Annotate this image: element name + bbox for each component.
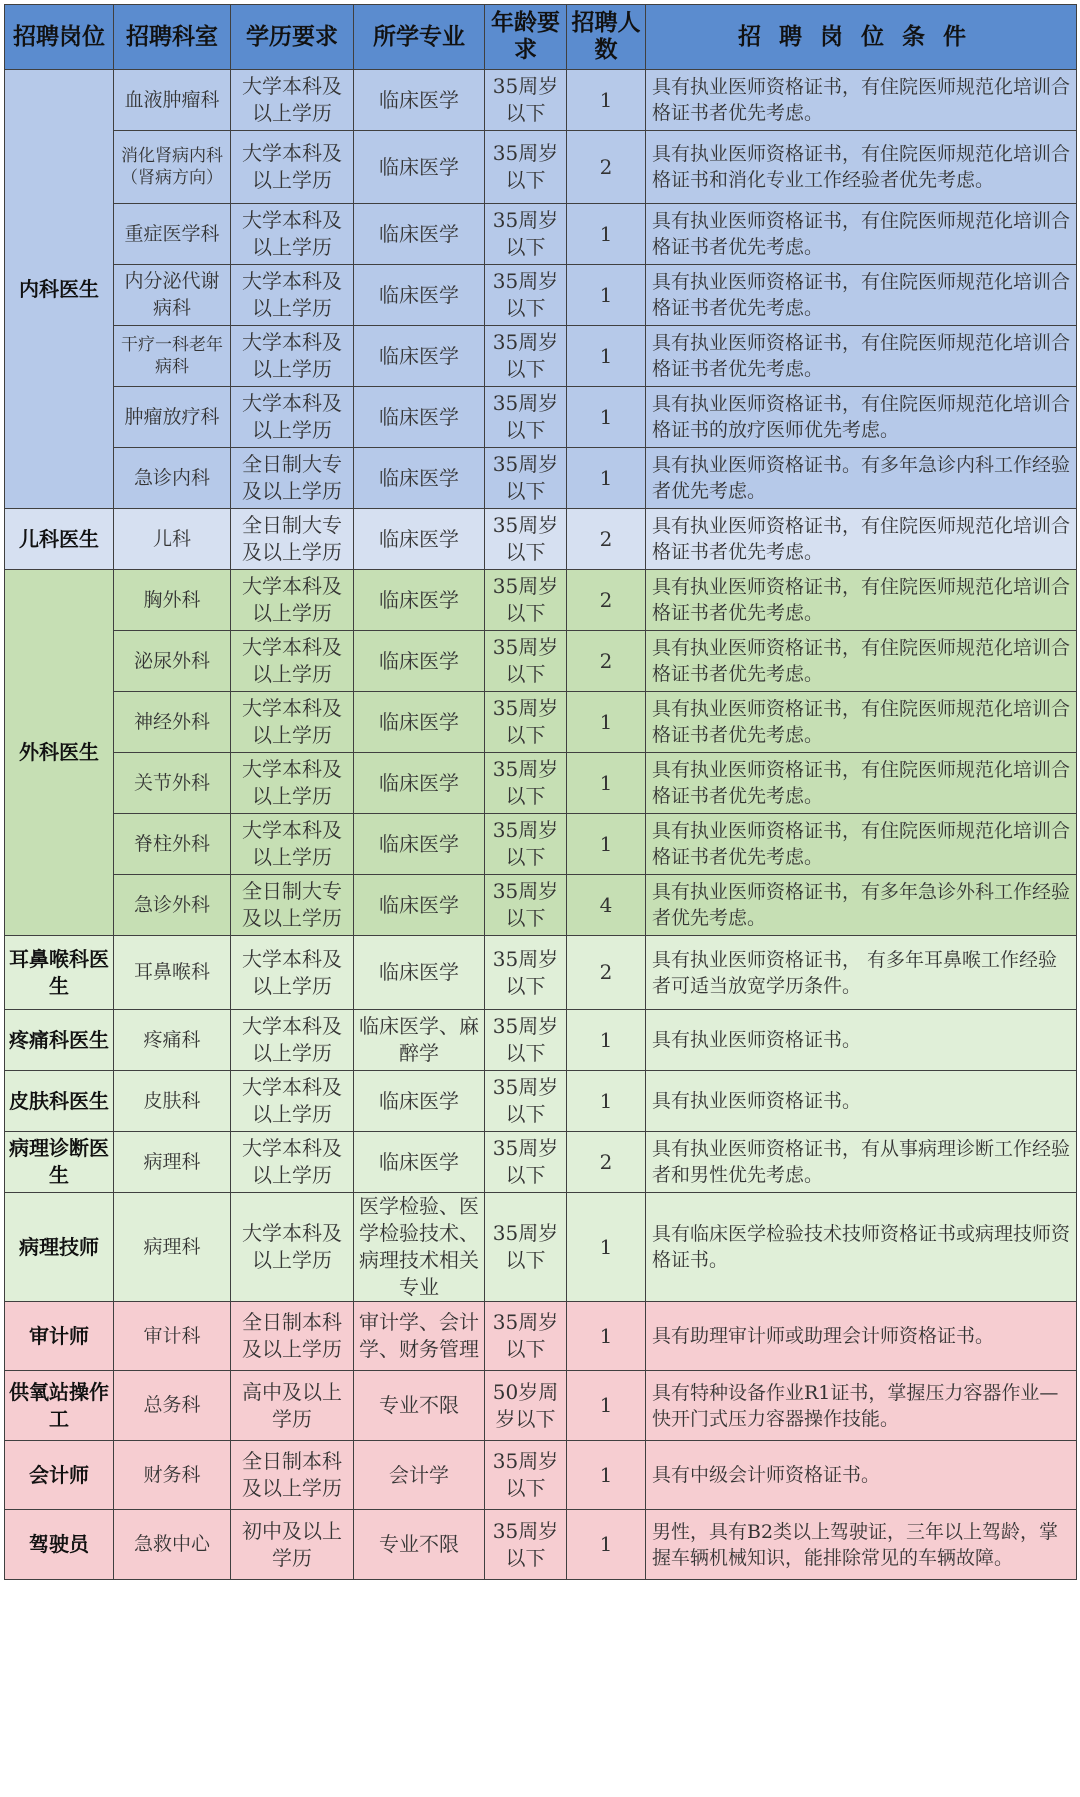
post-cell: 驾驶员 <box>5 1510 114 1580</box>
table-row <box>5 1371 1077 1441</box>
dept-cell: 皮肤科 <box>114 1071 231 1132</box>
age-cell: 35周岁以下 <box>485 509 567 570</box>
dept-cell: 神经外科 <box>114 692 231 753</box>
condition-cell: 具有执业医师资格证书，有多年急诊外科工作经验者优先考虑。 <box>646 875 1077 936</box>
edu-cell: 大学本科及以上学历 <box>231 936 354 1010</box>
count-cell: 1 <box>567 70 646 131</box>
edu-cell: 初中及以上学历 <box>231 1510 354 1580</box>
age-cell: 35周岁以下 <box>485 131 567 204</box>
condition-cell: 具有执业医师资格证书，有住院医师规范化培训合格证书者优先考虑。 <box>646 70 1077 131</box>
condition-cell: 具有执业医师资格证书，有从事病理诊断工作经验者和男性优先考虑。 <box>646 1132 1077 1193</box>
condition-cell: 具有执业医师资格证书，有住院医师规范化培训合格证书者优先考虑。 <box>646 509 1077 570</box>
table-row <box>5 387 1077 448</box>
count-cell: 2 <box>567 131 646 204</box>
edu-cell: 大学本科及以上学历 <box>231 265 354 326</box>
count-cell: 1 <box>567 1371 646 1441</box>
major-cell: 临床医学 <box>354 204 485 265</box>
edu-cell: 全日制大专及以上学历 <box>231 875 354 936</box>
edu-cell: 大学本科及以上学历 <box>231 570 354 631</box>
dept-cell: 耳鼻喉科 <box>114 936 231 1010</box>
major-cell: 临床医学 <box>354 570 485 631</box>
edu-cell: 全日制本科及以上学历 <box>231 1302 354 1371</box>
age-cell: 35周岁以下 <box>485 875 567 936</box>
table-row <box>5 1441 1077 1510</box>
dept-cell: 财务科 <box>114 1441 231 1510</box>
age-cell: 35周岁以下 <box>485 1302 567 1371</box>
dept-cell: 儿科 <box>114 509 231 570</box>
major-cell: 临床医学 <box>354 631 485 692</box>
major-cell: 临床医学 <box>354 509 485 570</box>
edu-cell: 大学本科及以上学历 <box>231 204 354 265</box>
count-cell: 4 <box>567 875 646 936</box>
table-row <box>5 265 1077 326</box>
count-cell: 1 <box>567 1510 646 1580</box>
condition-cell: 具有执业医师资格证书，有住院医师规范化培训合格证书者优先考虑。 <box>646 814 1077 875</box>
dept-cell: 脊柱外科 <box>114 814 231 875</box>
post-cell: 审计师 <box>5 1302 114 1371</box>
table-row <box>5 1510 1077 1580</box>
recruitment-table <box>4 4 1077 1580</box>
edu-cell: 大学本科及以上学历 <box>231 387 354 448</box>
header-count: 招聘人数 <box>567 5 646 70</box>
count-cell: 2 <box>567 631 646 692</box>
age-cell: 35周岁以下 <box>485 1132 567 1193</box>
table-row <box>5 70 1077 131</box>
age-cell: 35周岁以下 <box>485 326 567 387</box>
edu-cell: 大学本科及以上学历 <box>231 753 354 814</box>
table-row <box>5 936 1077 1010</box>
table-row <box>5 1193 1077 1302</box>
count-cell: 1 <box>567 814 646 875</box>
condition-cell: 具有执业医师资格证书， 有多年耳鼻喉工作经验者可适当放宽学历条件。 <box>646 936 1077 1010</box>
table-row <box>5 1010 1077 1071</box>
table-body <box>5 70 1077 1580</box>
post-cell: 会计师 <box>5 1441 114 1510</box>
edu-cell: 高中及以上学历 <box>231 1371 354 1441</box>
age-cell: 35周岁以下 <box>485 265 567 326</box>
major-cell: 审计学、会计学、财务管理 <box>354 1302 485 1371</box>
edu-cell: 大学本科及以上学历 <box>231 814 354 875</box>
condition-cell: 具有执业医师资格证书，有住院医师规范化培训合格证书和消化专业工作经验者优先考虑。 <box>646 131 1077 204</box>
post-cell: 耳鼻喉科医生 <box>5 936 114 1010</box>
major-cell: 临床医学 <box>354 936 485 1010</box>
dept-cell: 审计科 <box>114 1302 231 1371</box>
condition-cell: 具有执业医师资格证书。有多年急诊内科工作经验者优先考虑。 <box>646 448 1077 509</box>
edu-cell: 全日制大专及以上学历 <box>231 448 354 509</box>
dept-cell: 关节外科 <box>114 753 231 814</box>
condition-cell: 具有执业医师资格证书。 <box>646 1071 1077 1132</box>
count-cell: 2 <box>567 570 646 631</box>
major-cell: 临床医学 <box>354 692 485 753</box>
age-cell: 35周岁以下 <box>485 1510 567 1580</box>
age-cell: 35周岁以下 <box>485 204 567 265</box>
table-row <box>5 1132 1077 1193</box>
dept-cell: 急诊内科 <box>114 448 231 509</box>
major-cell: 临床医学 <box>354 814 485 875</box>
header-major: 所学专业 <box>354 5 485 70</box>
post-cell: 内科医生 <box>5 70 114 509</box>
condition-cell: 具有执业医师资格证书，有住院医师规范化培训合格证书者优先考虑。 <box>646 753 1077 814</box>
post-cell: 儿科医生 <box>5 509 114 570</box>
condition-cell: 具有执业医师资格证书。 <box>646 1010 1077 1071</box>
major-cell: 临床医学 <box>354 448 485 509</box>
condition-cell: 具有中级会计师资格证书。 <box>646 1441 1077 1510</box>
table-row <box>5 570 1077 631</box>
table-row <box>5 1071 1077 1132</box>
condition-cell: 具有执业医师资格证书，有住院医师规范化培训合格证书者优先考虑。 <box>646 692 1077 753</box>
age-cell: 35周岁以下 <box>485 692 567 753</box>
age-cell: 35周岁以下 <box>485 70 567 131</box>
table-row <box>5 131 1077 204</box>
count-cell: 1 <box>567 1071 646 1132</box>
dept-cell: 总务科 <box>114 1371 231 1441</box>
dept-cell: 消化肾病内科（肾病方向） <box>114 131 231 204</box>
count-cell: 1 <box>567 1441 646 1510</box>
major-cell: 专业不限 <box>354 1510 485 1580</box>
header-edu: 学历要求 <box>231 5 354 70</box>
count-cell: 1 <box>567 692 646 753</box>
major-cell: 临床医学 <box>354 875 485 936</box>
major-cell: 专业不限 <box>354 1371 485 1441</box>
condition-cell: 具有执业医师资格证书，有住院医师规范化培训合格证书者优先考虑。 <box>646 265 1077 326</box>
table-row <box>5 509 1077 570</box>
major-cell: 临床医学 <box>354 1132 485 1193</box>
condition-cell: 具有执业医师资格证书，有住院医师规范化培训合格证书者优先考虑。 <box>646 631 1077 692</box>
major-cell: 临床医学 <box>354 387 485 448</box>
dept-cell: 疼痛科 <box>114 1010 231 1071</box>
table-row <box>5 448 1077 509</box>
post-cell: 疼痛科医生 <box>5 1010 114 1071</box>
dept-cell: 病理科 <box>114 1193 231 1302</box>
edu-cell: 大学本科及以上学历 <box>231 631 354 692</box>
condition-cell: 具有执业医师资格证书，有住院医师规范化培训合格证书者优先考虑。 <box>646 326 1077 387</box>
major-cell: 临床医学 <box>354 1071 485 1132</box>
table-row <box>5 631 1077 692</box>
count-cell: 1 <box>567 387 646 448</box>
header-post: 招聘岗位 <box>5 5 114 70</box>
age-cell: 35周岁以下 <box>485 1071 567 1132</box>
major-cell: 临床医学、麻醉学 <box>354 1010 485 1071</box>
dept-cell: 重症医学科 <box>114 204 231 265</box>
edu-cell: 大学本科及以上学历 <box>231 70 354 131</box>
dept-cell: 胸外科 <box>114 570 231 631</box>
dept-cell: 急诊外科 <box>114 875 231 936</box>
condition-cell: 男性，具有B2类以上驾驶证，三年以上驾龄，掌握车辆机械知识，能排除常见的车辆故障。 <box>646 1510 1077 1580</box>
edu-cell: 全日制本科及以上学历 <box>231 1441 354 1510</box>
header-age: 年龄要求 <box>485 5 567 70</box>
dept-cell: 血液肿瘤科 <box>114 70 231 131</box>
age-cell: 35周岁以下 <box>485 753 567 814</box>
post-cell: 皮肤科医生 <box>5 1071 114 1132</box>
edu-cell: 大学本科及以上学历 <box>231 1071 354 1132</box>
age-cell: 50岁周岁以下 <box>485 1371 567 1441</box>
dept-cell: 肿瘤放疗科 <box>114 387 231 448</box>
edu-cell: 大学本科及以上学历 <box>231 131 354 204</box>
edu-cell: 大学本科及以上学历 <box>231 1132 354 1193</box>
header-cond: 招聘岗位条件 <box>646 5 1077 70</box>
major-cell: 临床医学 <box>354 326 485 387</box>
major-cell: 临床医学 <box>354 753 485 814</box>
post-cell: 病理技师 <box>5 1193 114 1302</box>
edu-cell: 大学本科及以上学历 <box>231 1010 354 1071</box>
dept-cell: 干疗一科老年病科 <box>114 326 231 387</box>
condition-cell: 具有助理审计师或助理会计师资格证书。 <box>646 1302 1077 1371</box>
dept-cell: 病理科 <box>114 1132 231 1193</box>
major-cell: 医学检验、医学检验技术、病理技术相关专业 <box>354 1193 485 1302</box>
major-cell: 临床医学 <box>354 70 485 131</box>
count-cell: 1 <box>567 1010 646 1071</box>
count-cell: 2 <box>567 1132 646 1193</box>
condition-cell: 具有临床医学检验技术技师资格证书或病理技师资格证书。 <box>646 1193 1077 1302</box>
post-cell: 外科医生 <box>5 570 114 936</box>
condition-cell: 具有执业医师资格证书，有住院医师规范化培训合格证书的放疗医师优先考虑。 <box>646 387 1077 448</box>
count-cell: 1 <box>567 448 646 509</box>
dept-cell: 内分泌代谢病科 <box>114 265 231 326</box>
edu-cell: 大学本科及以上学历 <box>231 326 354 387</box>
major-cell: 临床医学 <box>354 131 485 204</box>
table-row <box>5 204 1077 265</box>
age-cell: 35周岁以下 <box>485 631 567 692</box>
table-row <box>5 814 1077 875</box>
count-cell: 2 <box>567 509 646 570</box>
edu-cell: 大学本科及以上学历 <box>231 692 354 753</box>
dept-cell: 泌尿外科 <box>114 631 231 692</box>
edu-cell: 全日制大专及以上学历 <box>231 509 354 570</box>
condition-cell: 具有执业医师资格证书，有住院医师规范化培训合格证书者优先考虑。 <box>646 570 1077 631</box>
table-row <box>5 753 1077 814</box>
count-cell: 1 <box>567 204 646 265</box>
table-row <box>5 875 1077 936</box>
age-cell: 35周岁以下 <box>485 1441 567 1510</box>
major-cell: 会计学 <box>354 1441 485 1510</box>
condition-cell: 具有特种设备作业R1证书，掌握压力容器作业—快开门式压力容器操作技能。 <box>646 1371 1077 1441</box>
count-cell: 1 <box>567 326 646 387</box>
count-cell: 1 <box>567 1193 646 1302</box>
header-row <box>5 5 1077 70</box>
edu-cell: 大学本科及以上学历 <box>231 1193 354 1302</box>
table-row <box>5 326 1077 387</box>
table-row <box>5 1302 1077 1371</box>
age-cell: 35周岁以下 <box>485 448 567 509</box>
age-cell: 35周岁以下 <box>485 1010 567 1071</box>
count-cell: 2 <box>567 936 646 1010</box>
table-row <box>5 692 1077 753</box>
age-cell: 35周岁以下 <box>485 936 567 1010</box>
post-cell: 病理诊断医生 <box>5 1132 114 1193</box>
condition-cell: 具有执业医师资格证书，有住院医师规范化培训合格证书者优先考虑。 <box>646 204 1077 265</box>
header-dept: 招聘科室 <box>114 5 231 70</box>
count-cell: 1 <box>567 265 646 326</box>
major-cell: 临床医学 <box>354 265 485 326</box>
age-cell: 35周岁以下 <box>485 570 567 631</box>
age-cell: 35周岁以下 <box>485 814 567 875</box>
dept-cell: 急救中心 <box>114 1510 231 1580</box>
age-cell: 35周岁以下 <box>485 1193 567 1302</box>
count-cell: 1 <box>567 753 646 814</box>
post-cell: 供氧站操作工 <box>5 1371 114 1441</box>
age-cell: 35周岁以下 <box>485 387 567 448</box>
count-cell: 1 <box>567 1302 646 1371</box>
